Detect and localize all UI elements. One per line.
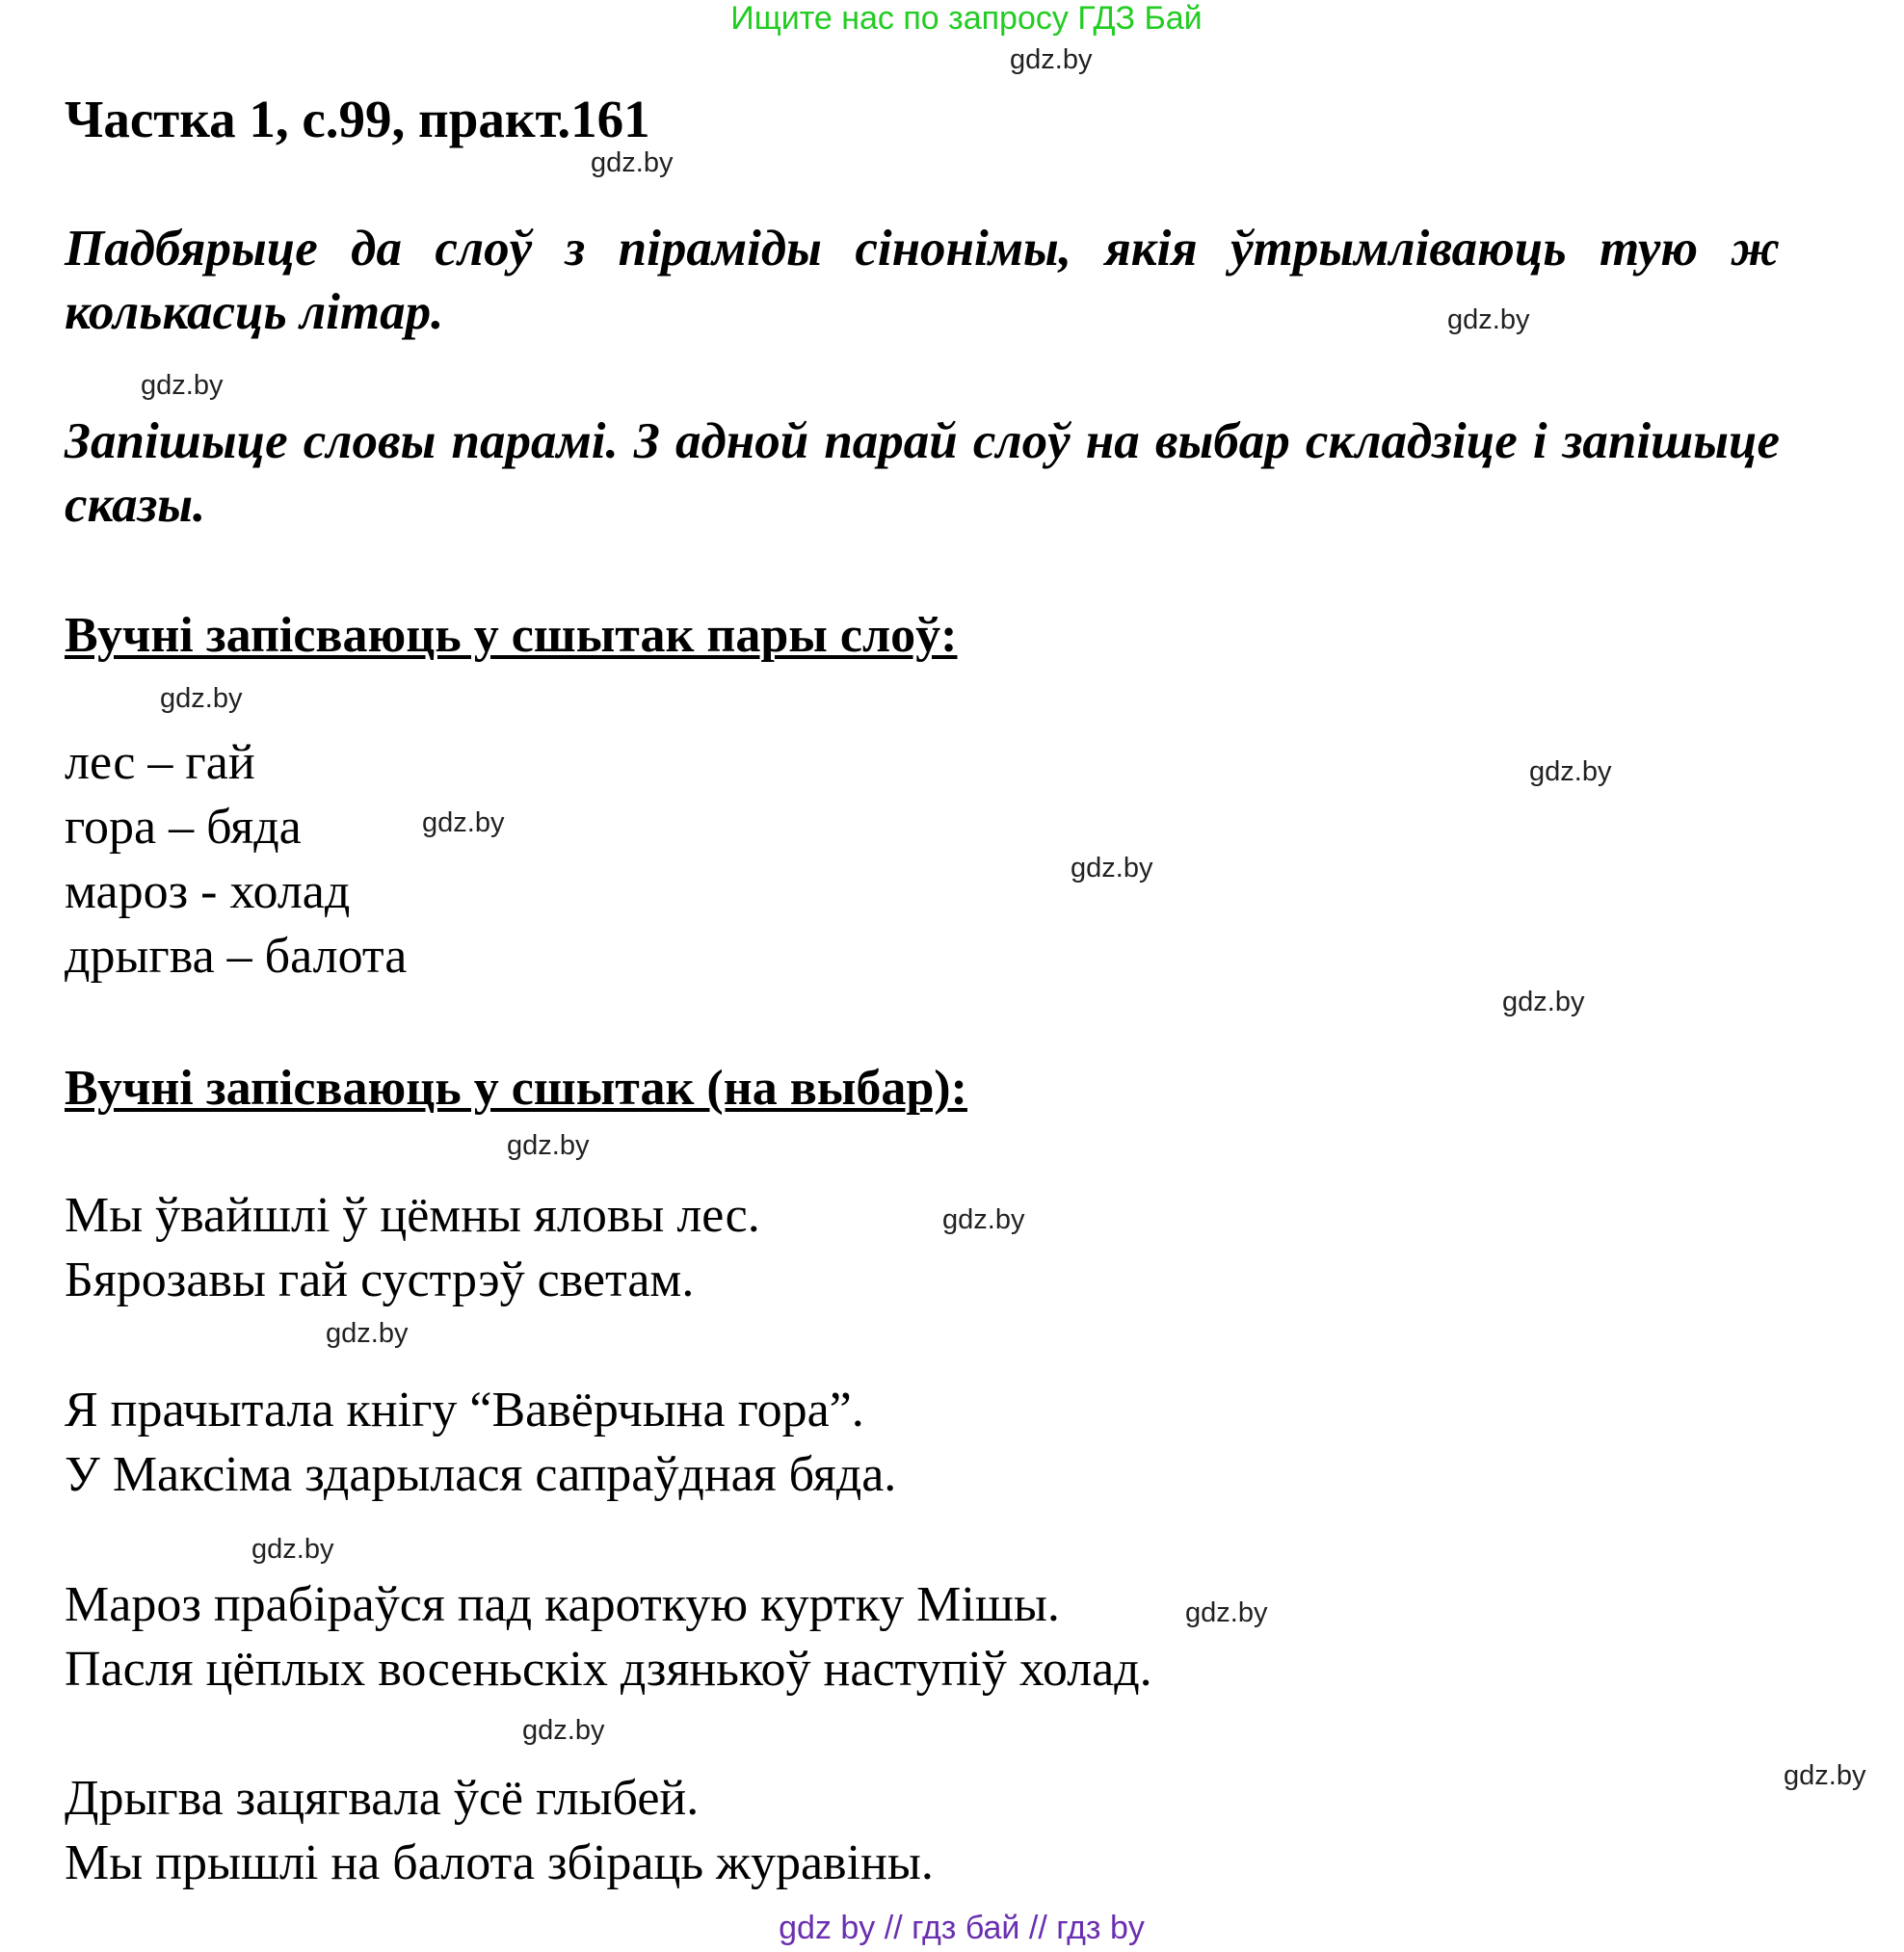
- watermark: gdz.by: [1447, 304, 1530, 335]
- sentence: Мароз прабіраўся пад кароткую куртку Мішы.: [65, 1577, 1060, 1632]
- watermark: gdz.by: [326, 1318, 409, 1349]
- sentence: Мы ўвайшлі ў цёмны яловы лес.: [65, 1188, 760, 1243]
- watermark: gdz.by: [422, 807, 505, 838]
- watermark: gdz.by: [1185, 1597, 1268, 1628]
- footer-watermark: gdz by // гдз бай // гдз by: [779, 1910, 1145, 1946]
- word-pair: дрыгва – балота: [65, 929, 408, 984]
- top-banner: Ищите нас по запросу ГДЗ Бай: [730, 0, 1203, 37]
- sentence: У Максіма здарылася сапраўдная бяда.: [65, 1447, 897, 1502]
- watermark: gdz.by: [507, 1130, 590, 1161]
- watermark: gdz.by: [1502, 987, 1585, 1017]
- watermark: gdz.by: [1010, 44, 1093, 75]
- sentence: Пасля цёплых восеньскіх дзянькоў наступіў холад.: [65, 1642, 1152, 1697]
- watermark: gdz.by: [1071, 853, 1153, 884]
- word-pair: гора – бяда: [65, 800, 302, 855]
- watermark: gdz.by: [141, 370, 224, 401]
- word-pair: мароз - холад: [65, 864, 351, 919]
- task-instruction-1: Падбярыце да слоў з піраміды сінонімы, якія ўтрымліваюць тую ж колькасць літар.: [65, 221, 1780, 340]
- word-pair: лес – гай: [65, 735, 255, 790]
- watermark: gdz.by: [1784, 1760, 1866, 1791]
- watermark: gdz.by: [251, 1534, 334, 1565]
- watermark: gdz.by: [591, 147, 674, 178]
- watermark: gdz.by: [160, 683, 243, 714]
- watermark: gdz.by: [1529, 756, 1612, 787]
- page-title: Частка 1, с.99, практ.161: [65, 90, 650, 148]
- task-instruction-2: Запішыце словы парамі. З адной парай слоў на выбар складзіце і запішыце сказы.: [65, 413, 1780, 533]
- section-heading-sentences: Вучні запісваюць у сшытак (на выбар):: [65, 1061, 967, 1116]
- watermark: gdz.by: [942, 1204, 1025, 1235]
- watermark: gdz.by: [522, 1715, 605, 1746]
- sentence: Дрыгва зацягвала ўсё глыбей.: [65, 1771, 700, 1826]
- sentence: Мы прышлі на балота збіраць журавіны.: [65, 1835, 934, 1890]
- sentence: Я прачытала кнігу “Вавёрчына гора”.: [65, 1383, 864, 1438]
- sentence: Бярозавы гай сустрэў светам.: [65, 1253, 695, 1307]
- section-heading-pairs: Вучні запісваюць у сшытак пары слоў:: [65, 608, 958, 663]
